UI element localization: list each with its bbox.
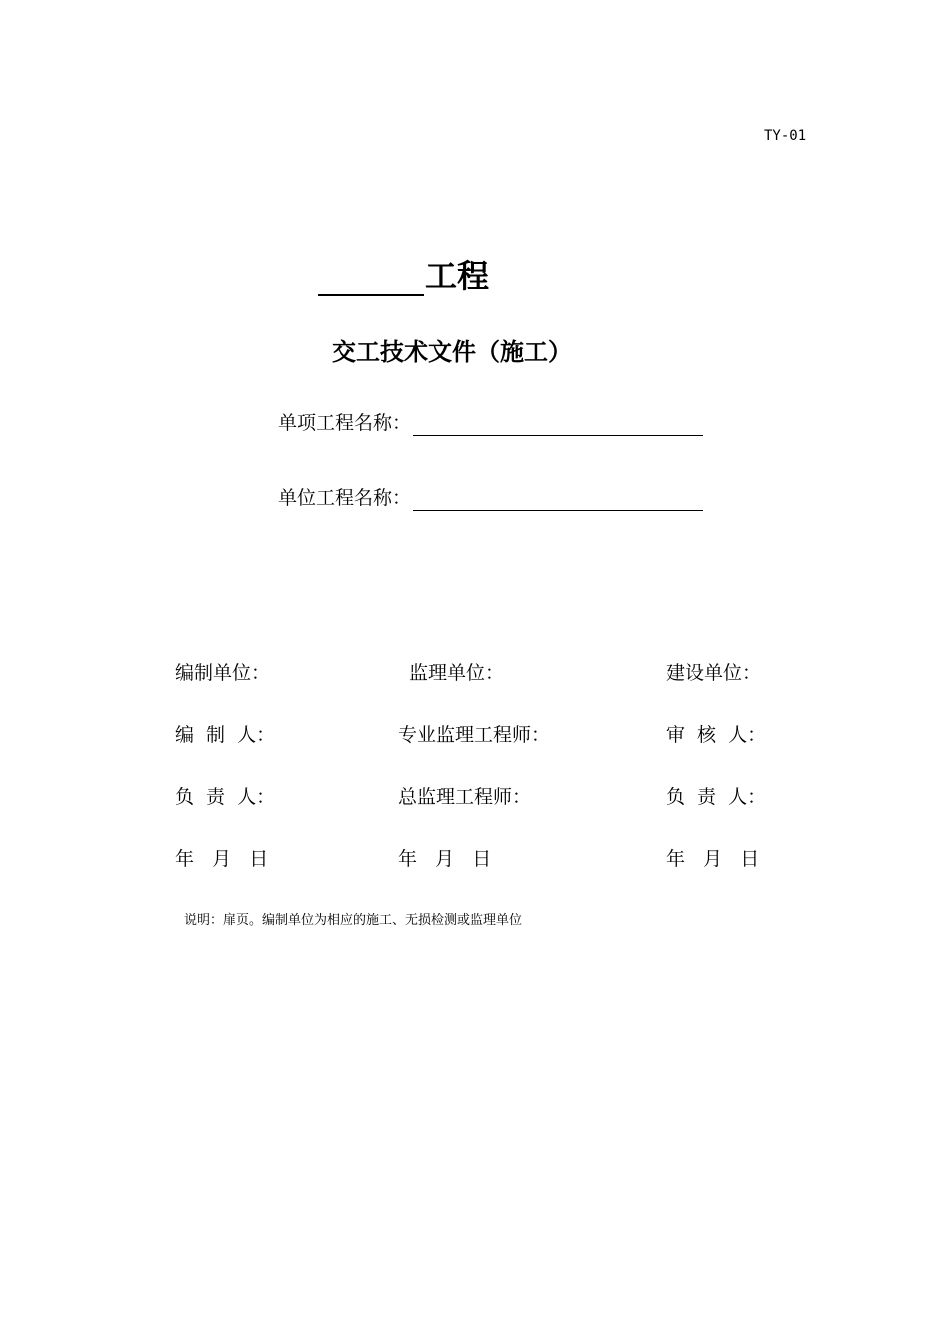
single-project-name-blank[interactable] <box>413 413 703 436</box>
compiler-person-label: 编 制 人： <box>175 724 276 746</box>
project-name-blank[interactable] <box>318 260 424 296</box>
footnote: 说明：扉页。编制单位为相应的施工、无损检测或监理单位 <box>184 913 523 928</box>
construction-unit-label: 建设单位： <box>666 662 762 684</box>
single-project-name-label: 单项工程名称： <box>278 412 412 434</box>
project-title-suffix: 工程 <box>425 257 490 295</box>
unit-project-name-blank[interactable] <box>413 488 703 511</box>
construction-date-label: 年 月 日 <box>666 848 760 870</box>
document-code: TY-01 <box>764 128 807 144</box>
supervision-unit-label: 监理单位： <box>409 662 505 684</box>
reviewer-label: 审 核 人： <box>666 724 767 746</box>
chief-supervisor-label: 总监理工程师： <box>398 786 532 808</box>
compiler-unit-label: 编制单位： <box>175 662 271 684</box>
document-title: 交工技术文件（施工） <box>332 338 572 366</box>
supervision-date-label: 年 月 日 <box>398 848 492 870</box>
specialist-supervisor-label: 专业监理工程师： <box>398 724 551 746</box>
single-project-name-field <box>278 410 703 436</box>
compiler-date-label: 年 月 日 <box>175 848 269 870</box>
construction-responsible-label: 负 责 人： <box>666 786 767 808</box>
unit-project-name-field <box>278 485 703 511</box>
unit-project-name-label: 单位工程名称： <box>278 487 412 509</box>
project-title <box>318 256 489 296</box>
compiler-responsible-label: 负 责 人： <box>175 786 276 808</box>
